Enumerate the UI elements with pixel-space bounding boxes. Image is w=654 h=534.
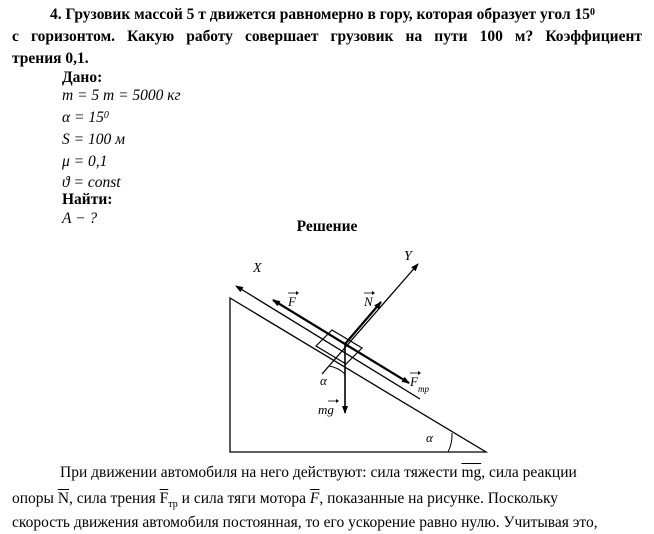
body-line-2-g: , показанные на рисунке. Поскольку bbox=[319, 490, 559, 507]
body-vec-ftr-sub: тр bbox=[168, 499, 178, 511]
force-f-text: F bbox=[288, 294, 296, 309]
body-vec-n: $\overline{N}$ bbox=[57, 490, 70, 507]
find-item: A − ? bbox=[62, 210, 98, 227]
alpha-box-label: α bbox=[320, 373, 327, 388]
normal-arrow bbox=[345, 302, 381, 344]
body-vec-f: $\overline{F}$ bbox=[309, 490, 320, 507]
body-line-2-e: и сила тяги мотора bbox=[181, 490, 307, 507]
friction-text: F bbox=[410, 374, 418, 389]
problem-text-3: трения 0,1. bbox=[12, 50, 89, 67]
x-axis-arrow bbox=[236, 286, 420, 399]
problem-number: 4. bbox=[50, 6, 62, 23]
find-heading: Найти: bbox=[62, 191, 113, 208]
gravity-text: mg bbox=[318, 402, 334, 417]
body-line-1-c: , сила реакции bbox=[481, 464, 577, 481]
given-distance: S = 100 м bbox=[62, 131, 125, 148]
body-line-2-c: , сила трения bbox=[69, 490, 156, 507]
given-angle-text: α = 15 bbox=[62, 109, 104, 126]
given-mass: m = 5 т = 5000 кг bbox=[62, 87, 181, 104]
angle-arc-base bbox=[448, 433, 452, 452]
body-vec-ftr: $\overline{F}$ bbox=[159, 490, 169, 507]
y-axis-label: Y bbox=[404, 249, 412, 264]
angle-arc-box bbox=[329, 366, 345, 374]
friction-arrow bbox=[345, 344, 409, 383]
problem-text-2: с горизонтом. Какую работу совершает грузовик на пути 100 м? Коэффициент bbox=[12, 28, 642, 45]
angle-superscript: 0 bbox=[103, 110, 109, 121]
x-axis-label: X bbox=[253, 261, 262, 276]
degree-superscript: 0 bbox=[590, 7, 596, 18]
force-f-label bbox=[287, 291, 299, 309]
alpha-base-label: α bbox=[426, 430, 433, 445]
solution-heading: Решение bbox=[296, 218, 358, 235]
friction-label bbox=[409, 371, 429, 394]
body-line-1-a: При движении автомобиля на него действуют: сила тяжести bbox=[60, 464, 458, 481]
body-vec-mg: $\overline{mg}$ bbox=[461, 464, 482, 481]
incline-triangle bbox=[230, 298, 486, 452]
normal-label bbox=[363, 291, 375, 309]
y-axis-arrow bbox=[322, 264, 418, 374]
given-velocity: ϑ = const bbox=[62, 174, 121, 191]
force-f-arrow bbox=[273, 300, 345, 344]
body-line-2-a: опоры bbox=[12, 490, 54, 507]
body-line-3: скорость движения автомобиля постоянная, то его ускорение равно нулю. Учитывая это, bbox=[12, 514, 598, 531]
problem-text-1: Грузовик массой 5 т движется равномерно в гору, которая образует угол 15 bbox=[65, 6, 591, 23]
given-heading: Дано: bbox=[62, 69, 103, 86]
friction-subscript: тр bbox=[418, 384, 429, 394]
given-friction-coef: μ = 0,1 bbox=[62, 153, 108, 170]
normal-text: N bbox=[364, 294, 373, 309]
body-line-1 bbox=[12, 462, 642, 484]
gravity-label bbox=[318, 399, 339, 417]
